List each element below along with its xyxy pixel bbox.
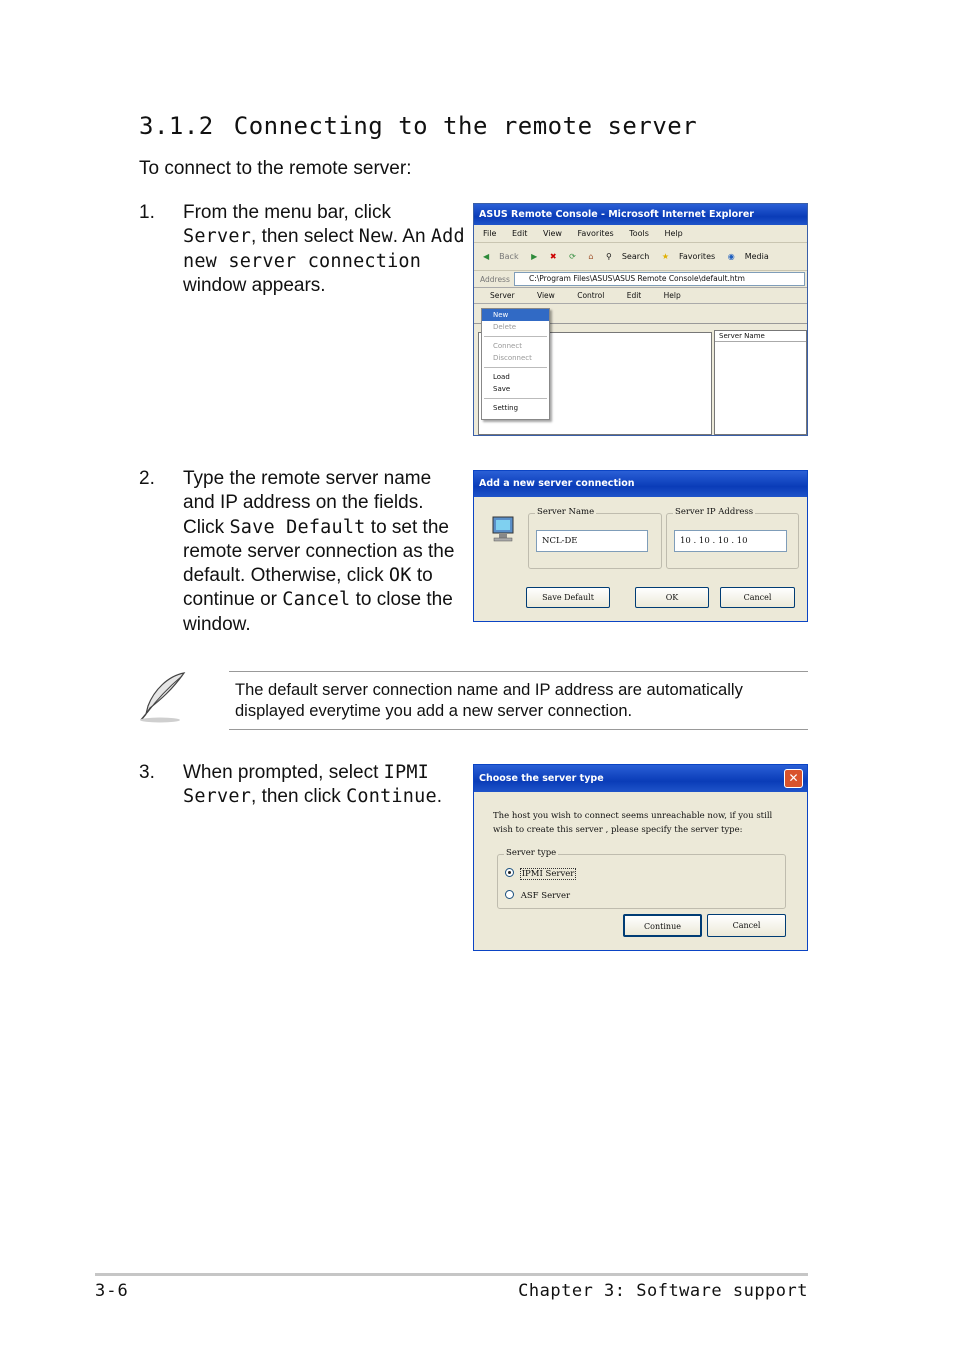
step-text-part: to continue or	[183, 565, 433, 611]
step-2	[139, 467, 469, 642]
step-text-part: , then click	[251, 786, 347, 808]
ui-term: Save Default	[229, 516, 366, 538]
favorites-button[interactable]: Favorites	[679, 252, 716, 261]
cancel-button[interactable]: Cancel	[720, 587, 795, 608]
menu-item-save[interactable]: Save	[493, 385, 511, 393]
radio-asf-label[interactable]: ASF Server	[520, 891, 571, 901]
ok-button[interactable]: OK	[635, 587, 709, 608]
app-menu-server[interactable]: Server	[490, 291, 515, 300]
step-number: 2.	[139, 468, 155, 489]
server-type-label: Server type	[506, 848, 557, 858]
step-text-part: Type the remote server name and IP address on the fields. Click	[183, 468, 432, 538]
menu-separator	[484, 367, 547, 368]
search-icon[interactable]: ⚲	[605, 252, 612, 261]
server-name-label: Server Name	[537, 507, 595, 517]
step-text	[183, 467, 468, 637]
server-ip-group	[666, 507, 799, 569]
radio-checked-icon[interactable]	[505, 868, 514, 877]
ui-term: Add new server connection	[183, 226, 465, 272]
intro-text: To connect to the remote server:	[139, 158, 412, 179]
step-text-part: to close the window.	[183, 589, 453, 635]
note-top-rule	[229, 671, 808, 672]
app-menu-edit[interactable]: Edit	[626, 291, 642, 300]
ie-toolbar	[474, 243, 807, 271]
menu-separator	[484, 336, 547, 337]
server-name-group	[528, 507, 662, 569]
media-icon[interactable]: ◉	[727, 252, 735, 261]
ui-term: Server	[183, 226, 252, 248]
refresh-icon[interactable]: ⟳	[569, 252, 576, 261]
address-bar	[474, 271, 807, 288]
ui-term: Cancel	[282, 589, 351, 611]
menu-separator	[484, 398, 547, 399]
add-server-dialog-screenshot	[473, 470, 808, 622]
menu-tools[interactable]: Tools	[629, 229, 649, 238]
server-list-pane	[714, 330, 807, 435]
forward-icon[interactable]: ▶	[531, 252, 538, 261]
server-type-dialog-screenshot	[473, 764, 808, 951]
page-number: 3-6	[95, 1281, 129, 1301]
footer-rule	[95, 1273, 808, 1276]
stop-icon[interactable]: ✖	[549, 252, 557, 261]
note-bottom-rule	[229, 729, 808, 730]
step-number: 1.	[139, 202, 155, 223]
menu-edit[interactable]: Edit	[511, 229, 528, 238]
menu-file[interactable]: File	[483, 229, 497, 238]
search-button[interactable]: Search	[621, 252, 650, 261]
section-number: 3.1.2	[139, 112, 214, 140]
ui-term: Continue	[346, 786, 437, 808]
back-button[interactable]: Back	[499, 252, 519, 261]
menu-item-setting[interactable]: Setting	[493, 404, 519, 412]
menu-view[interactable]: View	[542, 229, 562, 238]
menu-item-new[interactable]: New	[482, 309, 549, 321]
favorites-icon[interactable]: ★	[661, 252, 670, 261]
ui-term: IPMI Server	[183, 762, 430, 808]
note-feather-icon	[138, 670, 188, 724]
step-3	[139, 761, 469, 816]
address-input[interactable]: C:\Program Files\ASUS\ASUS Remote Console\default.htm	[514, 272, 805, 286]
step-text-part: .	[436, 786, 443, 808]
step-text-part: From the menu bar, click	[183, 202, 392, 223]
app-menu-bar	[474, 288, 807, 304]
step-text-part: . An	[392, 226, 431, 248]
ui-term: New	[358, 226, 393, 248]
app-menu-view[interactable]: View	[537, 291, 555, 300]
radio-asf-server[interactable]	[505, 889, 570, 903]
ui-term: OK	[388, 565, 412, 587]
address-label: Address	[480, 275, 510, 284]
save-default-button[interactable]: Save Default	[526, 587, 610, 608]
ie-menu-bar	[474, 225, 807, 243]
section-heading	[139, 112, 697, 140]
server-dropdown-menu	[481, 308, 550, 420]
server-ip-label: Server IP Address	[675, 507, 754, 517]
app-menu-control[interactable]: Control	[577, 291, 605, 300]
radio-ipmi-server[interactable]	[505, 867, 576, 881]
step-1	[139, 201, 469, 301]
step-text	[183, 201, 468, 298]
section-title: Connecting to the remote server	[233, 112, 698, 140]
media-button[interactable]: Media	[744, 252, 769, 261]
step-text-part: , then select	[251, 226, 359, 248]
step-text-part: to set the remote server connection as the default. Otherwise, click	[183, 516, 455, 587]
menu-item-connect[interactable]: Connect	[493, 342, 522, 350]
type-dialog-title-bar: Choose the server type	[474, 765, 807, 792]
back-icon[interactable]: ◀	[483, 252, 490, 261]
type-dialog-message: The host you wish to connect seems unreachable now, if you still wish to create this server , please specify the server type:	[493, 811, 773, 835]
continue-button[interactable]: Continue	[623, 914, 702, 937]
step-text-part: window appears.	[183, 274, 326, 296]
menu-favorites[interactable]: Favorites	[577, 229, 614, 238]
chapter-label: Chapter 3: Software support	[518, 1281, 808, 1301]
cancel-button[interactable]: Cancel	[707, 914, 786, 937]
radio-unchecked-icon[interactable]	[505, 890, 514, 899]
note-text: The default server connection name and IP address are automatically displayed everytime you add a new server connection.	[235, 681, 743, 720]
radio-ipmi-label[interactable]: IPMI Server	[521, 869, 575, 879]
menu-item-load[interactable]: Load	[493, 373, 510, 381]
server-ip-input[interactable]: 10 . 10 . 10 . 10	[674, 530, 787, 552]
menu-item-disconnect[interactable]: Disconnect	[493, 354, 532, 362]
ie-title-bar: ASUS Remote Console - Microsoft Internet Explorer	[474, 204, 807, 225]
menu-help[interactable]: Help	[664, 229, 683, 238]
ie-window-screenshot	[473, 203, 808, 436]
step-number: 3.	[139, 762, 155, 783]
step-text-part: When prompted, select	[183, 762, 384, 783]
server-name-input[interactable]: NCL-DE	[536, 530, 648, 552]
app-menu-help[interactable]: Help	[663, 291, 681, 300]
step-text	[183, 761, 468, 810]
server-type-group	[497, 848, 786, 909]
menu-item-delete[interactable]: Delete	[493, 323, 516, 331]
column-header-server-name[interactable]: Server Name	[715, 331, 806, 342]
add-dialog-title-bar: Add a new server connection	[474, 471, 807, 497]
server-computer-icon	[490, 513, 518, 543]
home-icon[interactable]: ⌂	[588, 252, 594, 261]
close-icon[interactable]: ✕	[784, 769, 803, 788]
